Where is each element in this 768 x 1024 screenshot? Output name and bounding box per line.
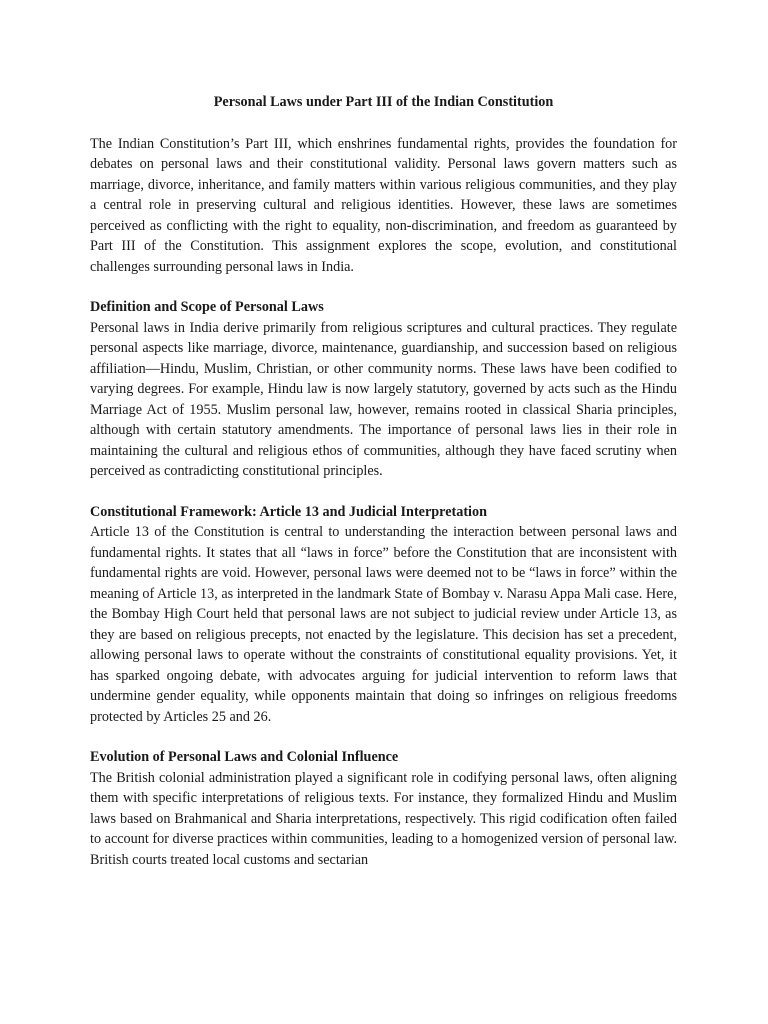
document-title: Personal Laws under Part III of the Indian Constitution xyxy=(213,94,554,110)
section-body: The British colonial administration played a significant role in codifying personal laws, often aligning them with specific interpretations of religious texts. For instance, they formalized Hindu and Muslim laws based on Brahmanical and Sharia interpretations, respectively. This rigid codification often failed to account for diverse practices within communities, leading to a homogenized version of personal law. British courts treated local customs and sectarian xyxy=(90,769,677,868)
document-content xyxy=(90,92,677,890)
section-body: Personal laws in India derive primarily from religious scriptures and cultural practices. They regulate personal aspects like marriage, divorce, maintenance, guardianship, and succession based on religious affiliation—Hindu, Muslim, Christian, or other community norms. These laws have been codified to varying degrees. For example, Hindu law is now largely statutory, governed by acts such as the Hindu Marriage Act of 1955. Muslim personal law, however, remains rooted in classical Sharia principles, although with certain statutory amendments. The importance of personal laws lies in their role in maintaining the cultural and religious ethos of communities, although they have faced scrutiny when perceived as contradicting constitutional principles. xyxy=(90,319,677,479)
section-heading: Definition and Scope of Personal Laws xyxy=(90,299,324,315)
intro-paragraph: The Indian Constitution’s Part III, which enshrines fundamental rights, provides the foundation for debates on personal laws and their constitutional validity. Personal laws govern matters such as marriage, divorce, inheritance, and family matters within various religious communities, and they play a central role in preserving cultural and religious identities. However, these laws are sometimes perceived as conflicting with the right to equality, non-discrimination, and freedom as guaranteed by Part III of the Constitution. This assignment explores the scope, evolution, and constitutional challenges surrounding personal laws in India. xyxy=(90,135,677,275)
section-heading: Evolution of Personal Laws and Colonial Influence xyxy=(90,749,399,765)
section-heading: Constitutional Framework: Article 13 and Judicial Interpretation xyxy=(90,503,487,520)
section-constitutional-framework xyxy=(90,502,677,728)
section-definition-scope xyxy=(90,297,677,482)
section-body: Article 13 of the Constitution is central to understanding the interaction between personal laws and fundamental rights. It states that all “laws in force” before the Constitution that are inconsistent with fundamental rights are void. However, personal laws were deemed not to be “laws in force” within the meaning of Article 13, as interpreted in the landmark State of Bombay v. Narasu Appa Mali case. Here, the Bombay High Court held that personal laws are not subject to judicial review under Article 13, as they are based on religious precepts, not enacted by the legislature. This decision has set a precedent, allowing personal laws to operate without the constraints of constitutional equality provisions. Yet, it has sparked ongoing debate, with advocates arguing for judicial intervention to reform laws that undermine gender equality, while opponents maintain that doing so infringes on religious freedoms protected by Articles 25 and 26. xyxy=(90,524,677,725)
section-evolution-colonial xyxy=(90,747,677,870)
